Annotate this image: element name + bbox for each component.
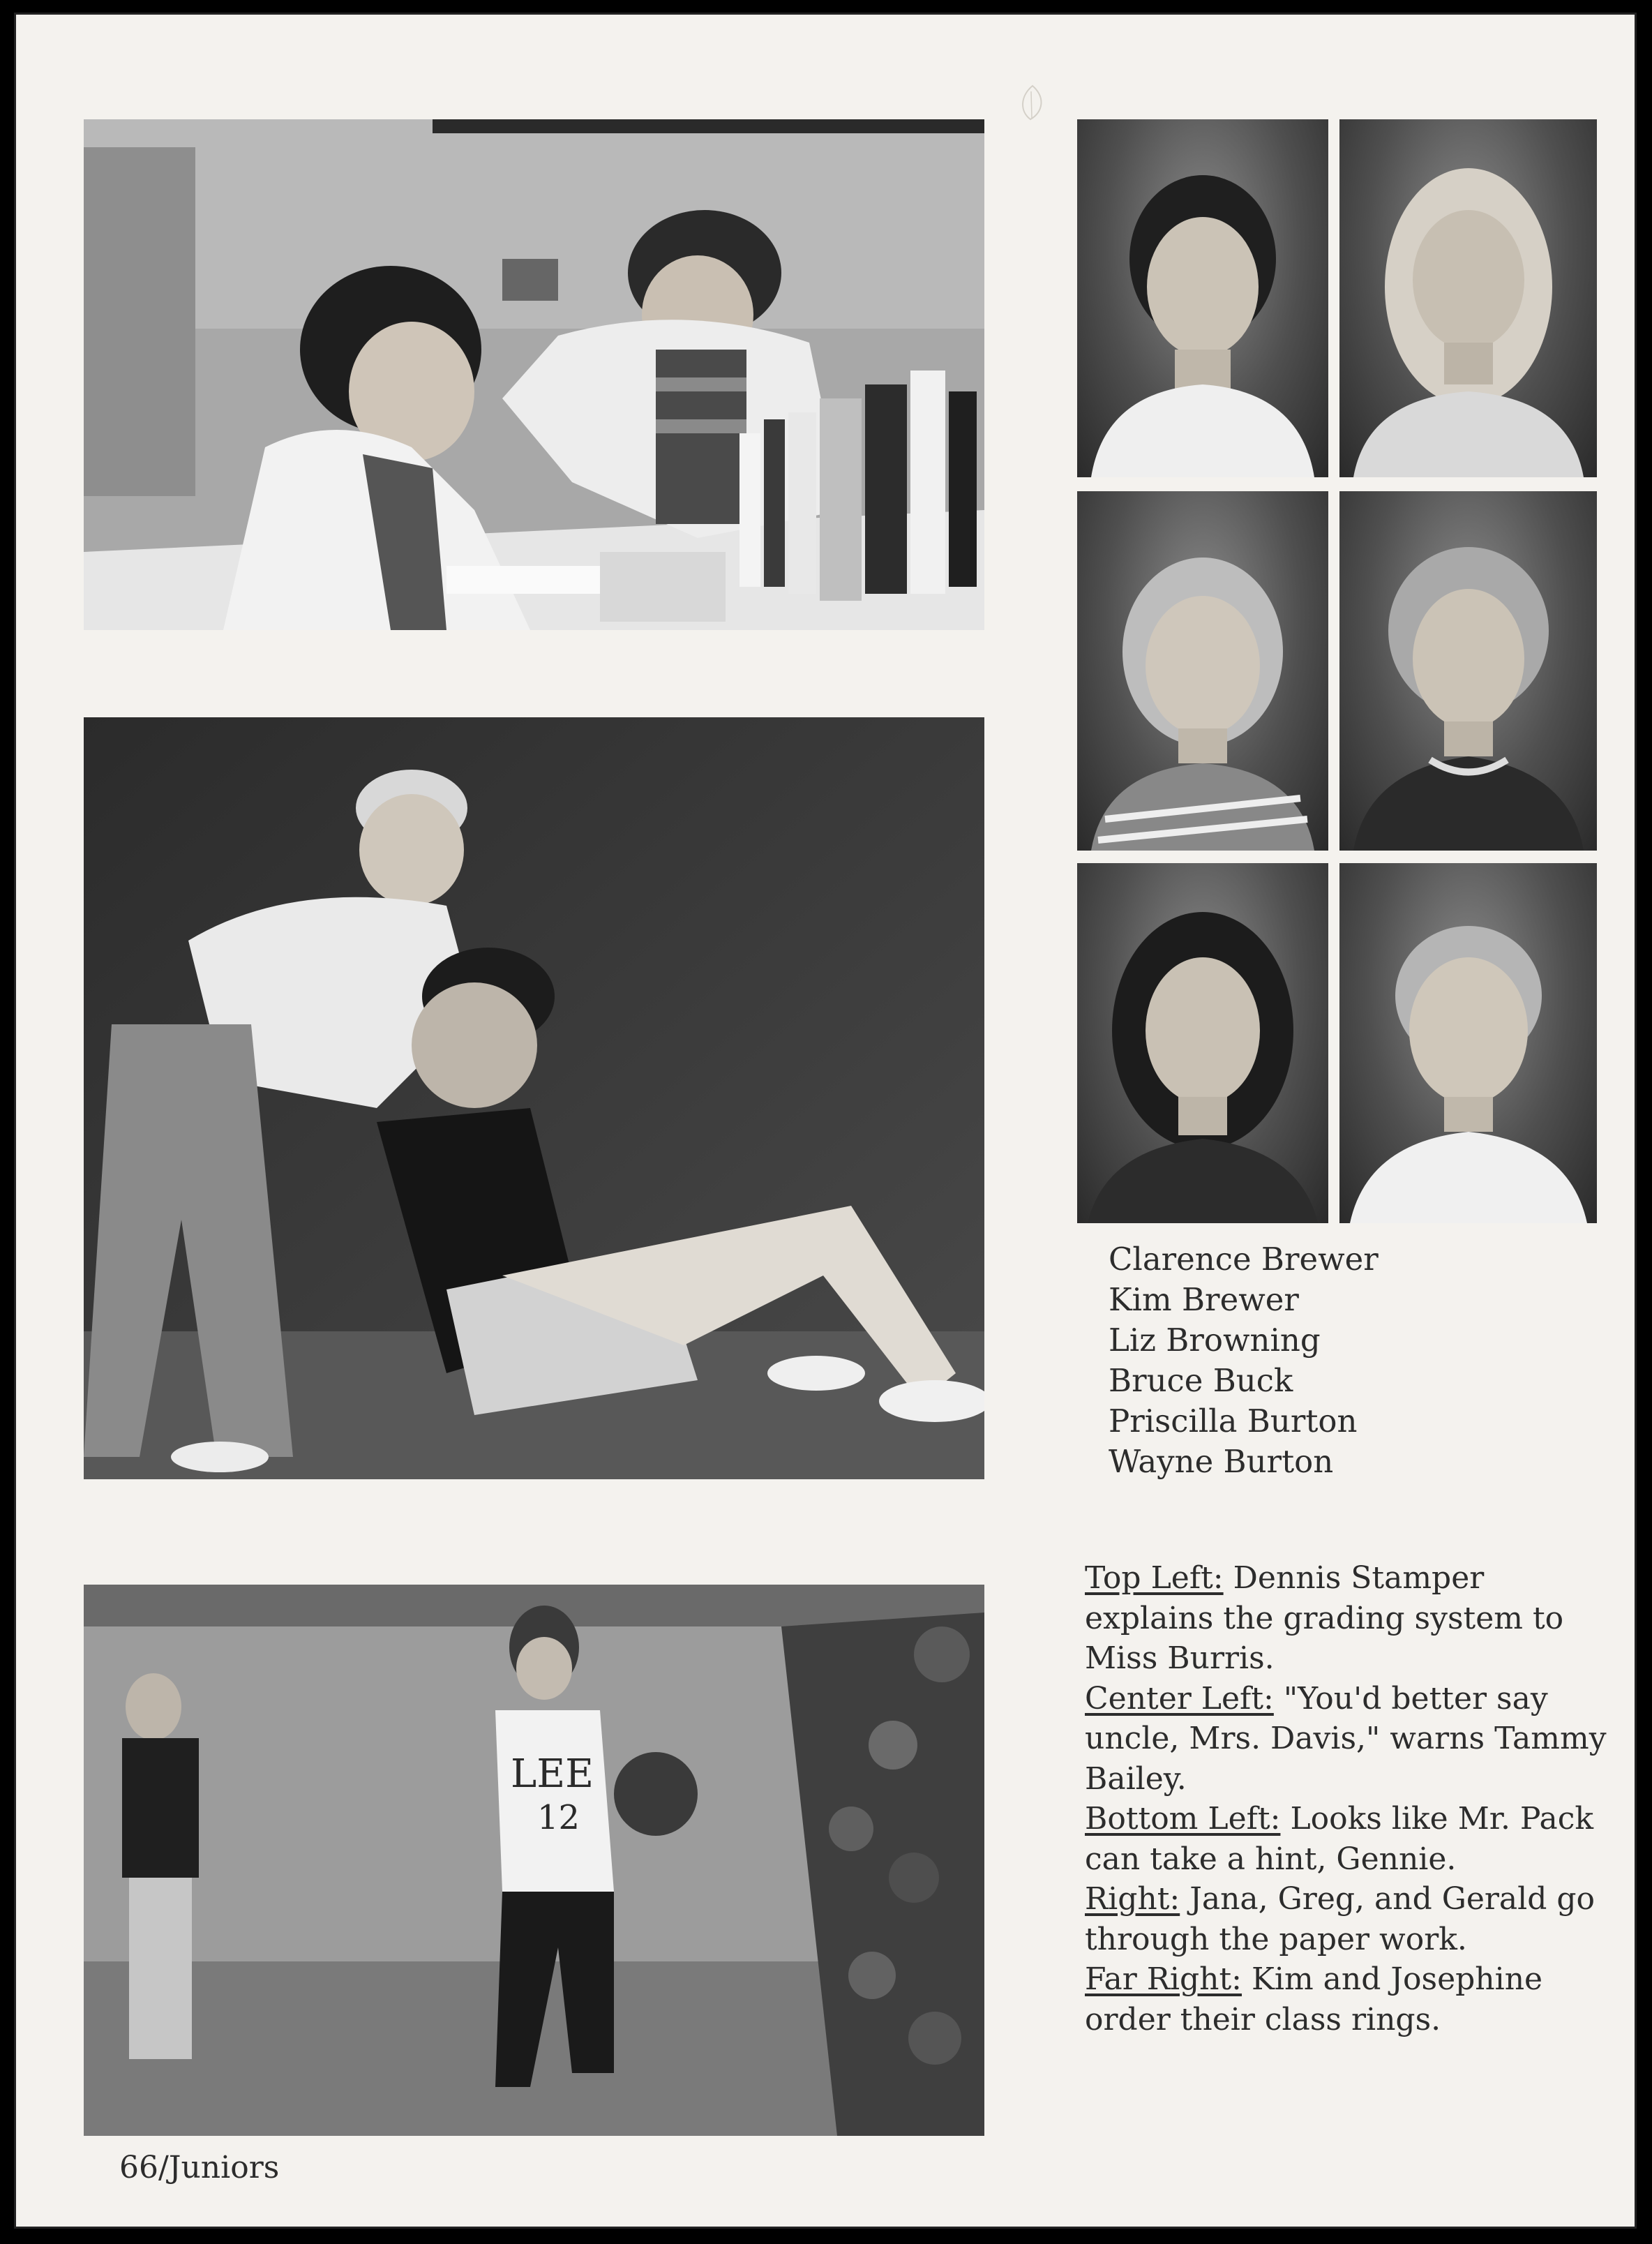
caption-label: Right:	[1085, 1881, 1180, 1917]
caption-right	[1085, 1879, 1615, 1959]
photo-top-left	[84, 119, 984, 630]
portrait-figure	[1339, 119, 1597, 477]
photo-center-left	[84, 717, 984, 1479]
jersey-number: 12	[537, 1798, 580, 1837]
caption-bottom-left	[1085, 1799, 1615, 1879]
basketball-game-scene	[84, 1585, 984, 2136]
caption-text: "You'd better say uncle, Mrs. Davis," warns Tammy Bailey.	[1085, 1680, 1607, 1797]
portrait-figure	[1077, 863, 1328, 1223]
caption-text: Jana, Greg, and Gerald go through the paper work.	[1085, 1881, 1595, 1957]
portrait-figure	[1077, 119, 1328, 477]
student-name: Bruce Buck	[1109, 1362, 1293, 1399]
student-name: Priscilla Burton	[1109, 1402, 1358, 1439]
portrait-figure	[1339, 863, 1597, 1223]
portrait-figure	[1077, 491, 1328, 851]
jersey-letters: LEE	[511, 1751, 594, 1797]
teacher-student-desk-scene	[84, 119, 984, 630]
page-folio: 66/Juniors	[119, 2150, 280, 2185]
leaf-watermark-icon	[1015, 83, 1050, 125]
wrestling-gym-scene	[84, 717, 984, 1479]
photo-bottom-left	[84, 1585, 984, 2136]
caption-label: Bottom Left:	[1085, 1801, 1281, 1837]
portrait-bruce-buck	[1339, 491, 1597, 851]
caption-text: Kim and Josephine order their class rings.	[1085, 1961, 1543, 2037]
student-name: Liz Browning	[1109, 1322, 1321, 1359]
caption-center-left	[1085, 1679, 1615, 1800]
portrait-priscilla-burton	[1077, 863, 1328, 1223]
portrait-liz-browning	[1077, 491, 1328, 851]
student-names-list	[1109, 1239, 1379, 1482]
caption-text: Looks like Mr. Pack can take a hint, Gennie.	[1085, 1801, 1594, 1877]
student-name: Wayne Burton	[1109, 1443, 1334, 1480]
caption-top-left	[1085, 1558, 1615, 1679]
student-name: Kim Brewer	[1109, 1281, 1299, 1318]
caption-label: Top Left:	[1085, 1560, 1224, 1596]
portrait-figure	[1339, 491, 1597, 851]
student-name: Clarence Brewer	[1109, 1241, 1379, 1278]
caption-label: Center Left:	[1085, 1680, 1274, 1716]
caption-text: Dennis Stamper explains the grading system to Miss Burris.	[1085, 1560, 1564, 1676]
portrait-clarence-brewer	[1077, 119, 1328, 477]
portrait-wayne-burton	[1339, 863, 1597, 1223]
caption-label: Far Right:	[1085, 1961, 1242, 1997]
portrait-kim-brewer	[1339, 119, 1597, 477]
caption-far-right	[1085, 1959, 1615, 2040]
yearbook-page	[14, 13, 1637, 2229]
photo-captions	[1085, 1558, 1615, 2040]
